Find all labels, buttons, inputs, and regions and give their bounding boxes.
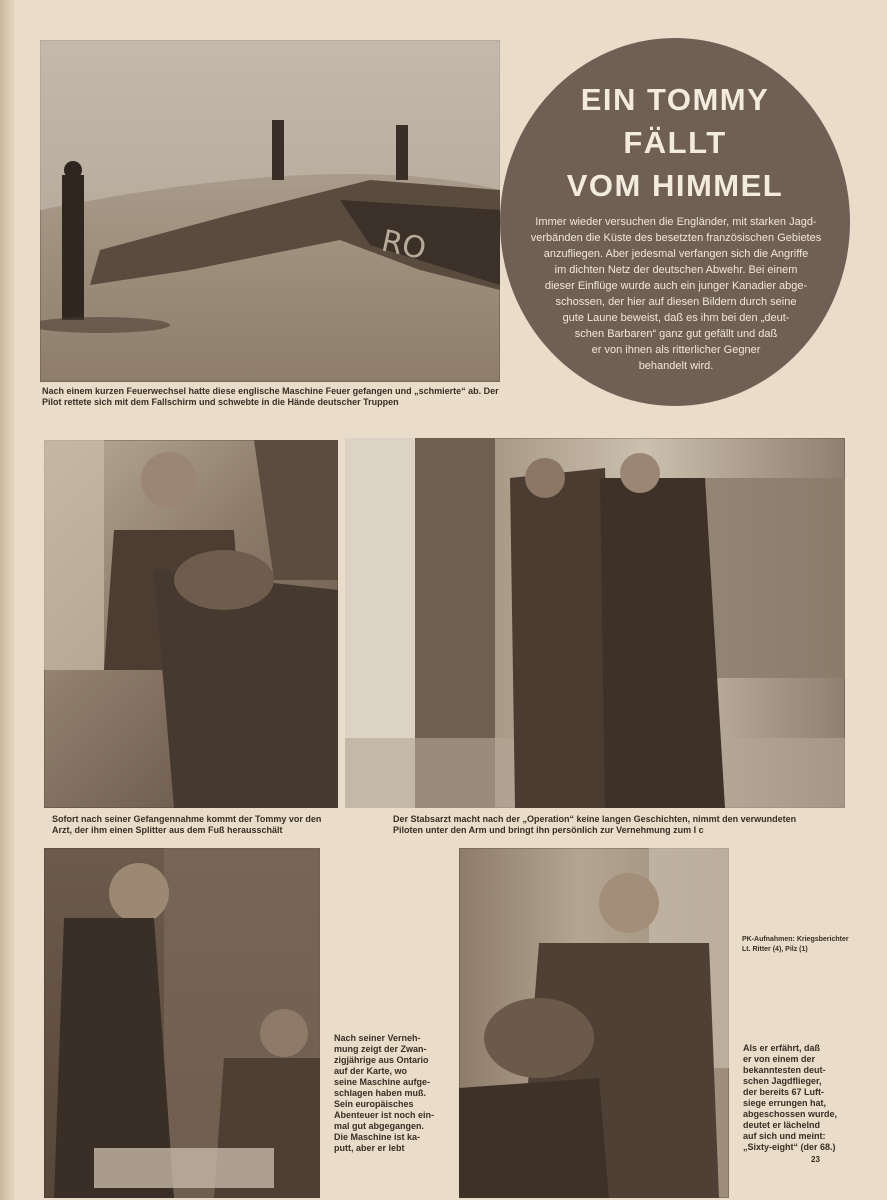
photo-escort [345, 438, 845, 808]
caption-smile-line: schen Jagdflieger, [743, 1076, 822, 1086]
photo-smiling-pilot [459, 848, 729, 1198]
title-line-2: FÄLLT [623, 125, 727, 160]
photo-credit: PK-Aufnahmen: Kriegsberichter Lt. Ritter (4), Pilz (1) [742, 936, 849, 953]
intro-line: Immer wieder versuchen die Engländer, mit starken Jagd- [535, 216, 817, 228]
caption-map-line: mung zeigt der Zwan- [334, 1044, 427, 1054]
intro-line: gute Laune beweist, daß es ihm bei den „deut- [562, 312, 790, 324]
article-title [500, 78, 850, 207]
svg-text:RO: RO [378, 223, 430, 268]
caption-smile-line: deutet er lächelnd [743, 1120, 821, 1130]
caption-smile-line: abgeschossen wurde, [743, 1109, 838, 1119]
caption-smile-line: er von einem der [743, 1054, 816, 1064]
photo-map-interrogation [44, 848, 320, 1198]
caption-crash: Nach einem kurzen Feuerwechsel hatte diese englische Maschine Feuer gefangen und „schmierte“ ab. Der Pilot rettete sich mit dem Fallschirm und schwebte in die Hände deutscher Truppen [42, 386, 499, 407]
caption-map-line: seine Maschine aufge- [334, 1077, 431, 1087]
caption-smile-line: siege errungen hat, [743, 1098, 827, 1108]
caption-smile-line: „Sixty-eight“ (der 68.) [743, 1142, 836, 1152]
caption-map-line: putt, aber er lebt [334, 1143, 405, 1153]
article-intro [510, 214, 842, 374]
caption-map [334, 1033, 454, 1154]
caption-map-line: auf der Karte, wo [334, 1066, 408, 1076]
caption-map-line: Nach seiner Verneh- [334, 1033, 421, 1043]
title-line-1: EIN TOMMY [580, 82, 770, 117]
intro-line: dieser Einflüge wurde auch ein junger Kanadier abge- [544, 280, 808, 292]
page-spine-shadow [0, 0, 14, 1200]
intro-line: schossen, der hier auf diesen Bildern durch seine [555, 296, 797, 308]
caption-map-line: schlagen haben muß. [334, 1088, 427, 1098]
caption-smile-line: auf sich und meint: [743, 1131, 826, 1141]
title-line-3: VOM HIMMEL [566, 168, 784, 203]
photo-crashed-aircraft [40, 40, 500, 382]
caption-doctor: Sofort nach seiner Gefangennahme kommt der Tommy vor den Arzt, der ihm einen Splitter aus dem Fuß herausschält [52, 814, 322, 835]
caption-escort: Der Stabsarzt macht nach der „Operation“ keine langen Geschichten, nimmt den verwundeten Piloten unter den Arm und bringt ihn persönlich zur Vernehmung zum I c [393, 814, 797, 835]
caption-map-line: Sein europäisches [334, 1099, 414, 1109]
caption-map-line: zigjährige aus Ontario [334, 1055, 429, 1065]
intro-line: schen Barbaren“ ganz gut gefällt und daß [574, 328, 778, 340]
intro-line: behandelt wird. [638, 360, 714, 372]
caption-smile [743, 1043, 858, 1153]
caption-map-line: mal gut abgegangen. [334, 1121, 425, 1131]
intro-line: verbänden die Küste des besetzten französischen Gebietes [530, 232, 822, 244]
photo-doctor-examination [44, 440, 338, 808]
caption-map-line: Abenteuer ist noch ein- [334, 1110, 435, 1120]
caption-smile-line: bekanntesten deut- [743, 1065, 826, 1075]
caption-map-line: Die Maschine ist ka- [334, 1132, 421, 1142]
caption-smile-line: der bereits 67 Luft- [743, 1087, 825, 1097]
intro-line: im dichten Netz der deutschen Abwehr. Bei einem [554, 264, 798, 276]
intro-line: er von ihnen als ritterlicher Gegner [591, 344, 761, 356]
caption-smile-line: Als er erfährt, daß [743, 1043, 821, 1053]
intro-line: anzufliegen. Aber jedesmal verfangen sich die Angriffe [543, 248, 809, 260]
page-number: 23 [811, 1155, 820, 1164]
